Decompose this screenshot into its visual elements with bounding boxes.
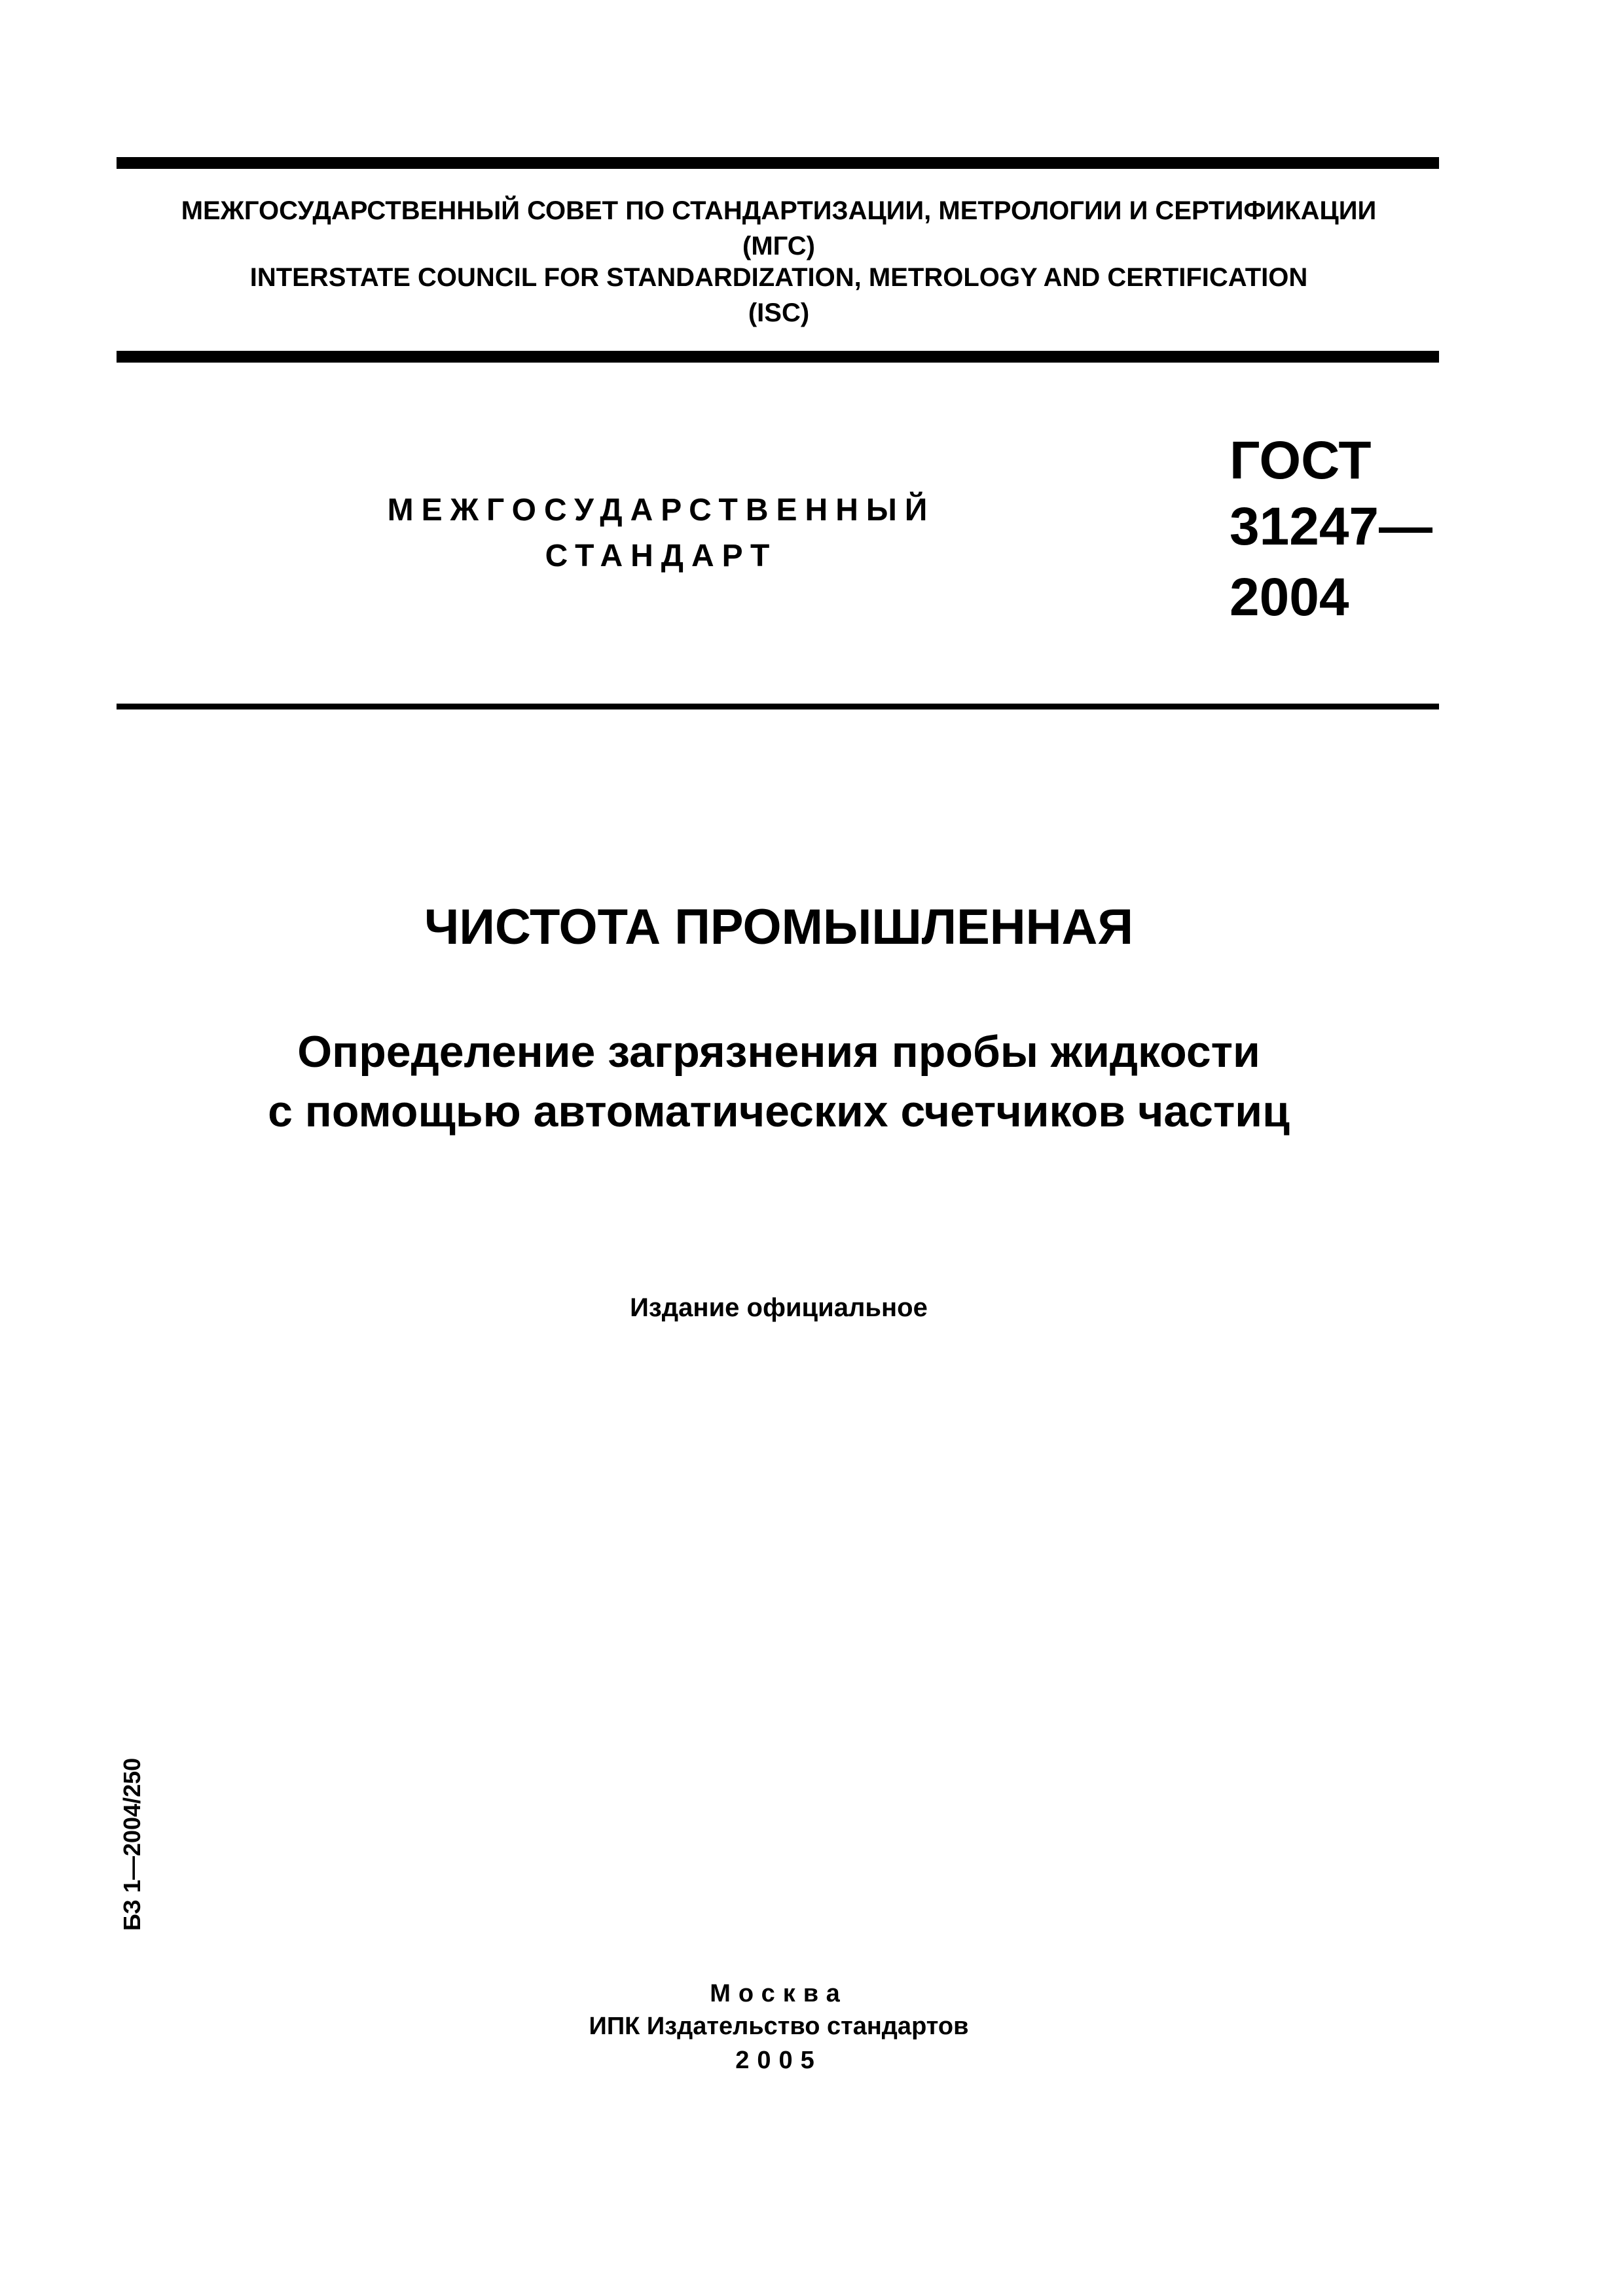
bottom-rule (117, 704, 1439, 709)
standard-kind-line2: СТАНДАРТ (545, 539, 778, 573)
designation-number: 31247— (1230, 497, 1433, 556)
document-subtitle-line1: Определение загрязнения пробы жидкости (297, 1027, 1260, 1077)
footer-year: 2005 (735, 2047, 822, 2074)
edition-label: Издание официальное (630, 1293, 928, 1322)
document-title: ЧИСТОТА ПРОМЫШЛЕННАЯ (424, 899, 1134, 955)
catalog-code: БЗ 1—2004/250 (119, 1757, 145, 1931)
document-subtitle-line2: с помощью автоматических счетчиков частиц (268, 1086, 1290, 1136)
council-name-en: INTERSTATE COUNCIL FOR STANDARDIZATION, METROLOGY AND CERTIFICATION (249, 263, 1308, 292)
footer-publisher: ИПК Издательство стандартов (589, 2013, 969, 2040)
council-abbr-ru: (МГС) (742, 232, 815, 260)
designation-prefix: ГОСТ (1230, 431, 1372, 490)
footer-city: Москва (710, 1980, 848, 2007)
council-abbr-en: (ISC) (748, 298, 810, 327)
standard-kind-line1: МЕЖГОСУДАРСТВЕННЫЙ (387, 493, 936, 528)
designation-year: 2004 (1230, 567, 1349, 627)
middle-rule (117, 351, 1439, 363)
top-rule (117, 157, 1439, 169)
council-name-ru: МЕЖГОСУДАРСТВЕННЫЙ СОВЕТ ПО СТАНДАРТИЗАЦИИ, МЕТРОЛОГИИ И СЕРТИФИКАЦИИ (181, 196, 1377, 225)
